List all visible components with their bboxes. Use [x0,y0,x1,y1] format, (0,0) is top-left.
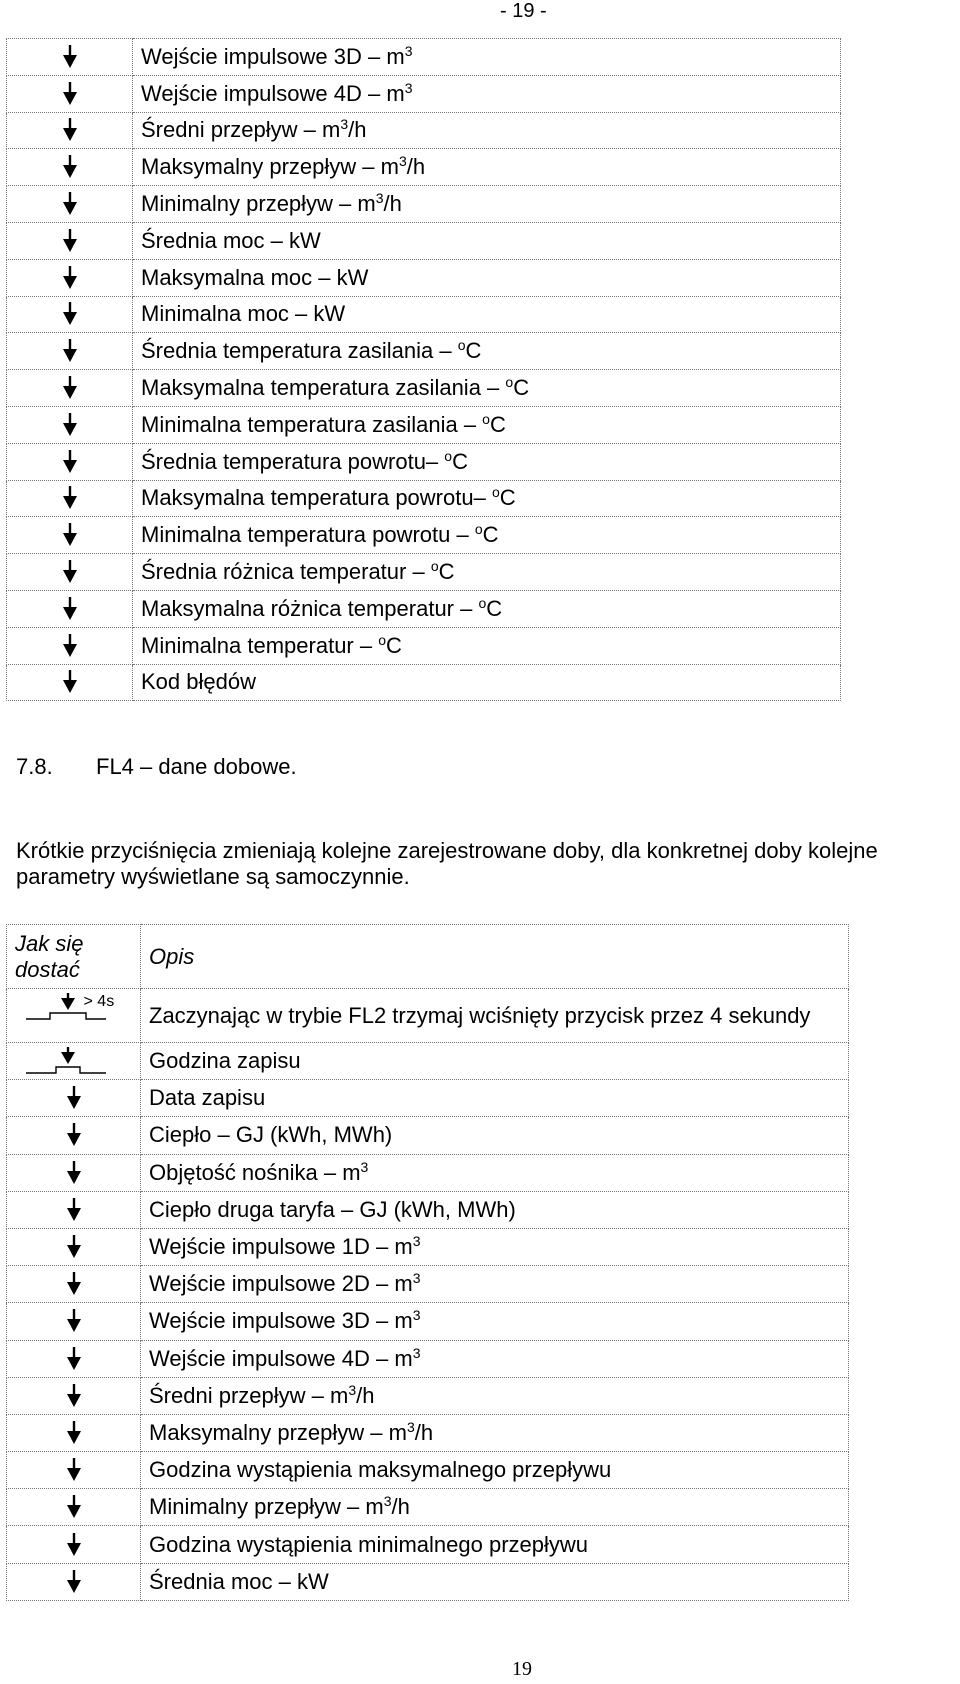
row-superscript: o [444,447,453,464]
row-unit-suffix: C [486,595,503,621]
arrow-down-icon [62,560,78,584]
table-row [7,1452,849,1489]
row-superscript: 3 [383,1493,392,1510]
row-superscript: 3 [340,116,349,133]
table-row [7,1191,849,1228]
row-text: Data zapisu [149,1085,266,1111]
row-icon-cell [7,1452,141,1489]
row-unit-suffix: /h [391,1494,410,1520]
arrow-down-icon [66,1272,82,1296]
row-text: Wejście impulsowe 1D – m [149,1234,413,1260]
row-superscript: 3 [360,1158,369,1175]
row-description-cell [133,627,841,664]
table-row [7,1117,849,1154]
row-icon-cell [7,443,133,480]
row-text: Maksymalna moc – kW [141,264,369,290]
section-paragraph: Krótkie przyciśnięcia zmieniają kolejne zarejestrowane doby, dla konkretnej doby kolejne parametry wyświetlane są samoczynnie. [16,838,878,889]
arrow-down-icon [62,523,78,547]
row-description-cell [133,406,841,443]
table-row [7,370,841,407]
row-icon-cell [7,1563,141,1600]
row-text: Minimalny przepływ – m [141,191,376,217]
row-unit-suffix: /h [356,1382,375,1408]
row-text: Średnia moc – kW [141,227,321,253]
row-description-cell [141,1043,849,1080]
arrow-down-icon [66,1533,82,1557]
row-description-cell [133,443,841,480]
arrow-down-icon [62,450,78,474]
table-row [7,1340,849,1377]
row-icon-cell [7,1303,141,1340]
row-icon-cell [7,1414,141,1451]
row-superscript: 3 [404,79,413,96]
arrow-down-icon [62,597,78,621]
row-text: Ciepło druga taryfa – GJ (kWh, MWh) [149,1196,516,1222]
row-superscript: 3 [406,1418,415,1435]
row-icon-cell [7,664,133,701]
row-description-cell [141,1489,849,1526]
table-row [7,39,841,76]
display-sequence-table-fl3 [6,38,841,701]
arrow-down-icon [62,118,78,142]
table-row [7,406,841,443]
table-row [7,1303,849,1340]
table-row [7,186,841,223]
row-superscript: o [482,410,490,427]
row-description-cell [133,664,841,701]
row-description-cell [133,296,841,333]
row-superscript: o [474,521,483,538]
arrow-down-icon [66,1347,82,1371]
row-icon-cell [7,1526,141,1563]
arrow-down-icon [62,302,78,326]
arrow-down-icon [62,229,78,253]
row-icon-cell [7,480,133,517]
row-superscript: 3 [398,153,407,170]
row-text: Średnia moc – kW [149,1568,329,1594]
arrow-down-icon [62,413,78,437]
row-text: Wejście impulsowe 3D – m [149,1308,413,1334]
long-press-icon [24,993,124,1021]
arrow-down-icon [62,266,78,290]
row-icon-cell [7,39,133,76]
row-text: Średnia temperatura powrotu– [141,448,445,474]
row-description-cell [133,186,841,223]
row-icon-cell [7,1154,141,1191]
section-title: FL4 – dane dobowe. [96,754,297,779]
table-row [7,443,841,480]
page-number-bottom: 19 [512,1658,532,1680]
row-text: Zaczynając w trybie FL2 trzymaj wciśnięty przycisk przez 4 sekundy [149,1002,811,1028]
row-icon-cell [7,554,133,591]
row-icon-cell [7,517,133,554]
table-row [7,1526,849,1563]
row-description-cell [133,480,841,517]
arrow-down-icon [62,82,78,106]
row-superscript: 3 [412,1270,421,1287]
row-icon-cell [7,989,141,1043]
row-description-cell [133,39,841,76]
row-text: Wejście impulsowe 4D – m [141,80,405,106]
row-superscript: 3 [412,1307,421,1324]
short-press-icon [24,1047,124,1075]
table-row [7,112,841,149]
row-icon-cell [7,75,133,112]
row-unit-suffix: C [465,338,482,364]
row-text: Wejście impulsowe 3D – m [141,43,405,69]
arrow-down-icon [62,339,78,363]
row-superscript: o [478,594,487,611]
row-icon-cell [7,222,133,259]
arrow-down-icon [66,1421,82,1445]
row-unit-suffix: /h [414,1419,434,1445]
arrow-down-icon [66,1086,82,1110]
arrow-down-icon [62,670,78,694]
row-text: Objętość nośnika – m [149,1159,361,1185]
table-row [7,517,841,554]
row-text: Wejście impulsowe 2D – m [149,1271,413,1297]
row-text: Godzina wystąpienia minimalnego przepływu [149,1531,589,1557]
row-icon-cell [7,112,133,149]
row-description-cell [133,222,841,259]
arrow-down-icon [62,376,78,400]
row-text: Średnia temperatura zasilania – [141,338,458,364]
row-unit-suffix: C [513,375,530,401]
row-icon-cell [7,1228,141,1265]
row-icon-cell [7,1340,141,1377]
row-description-cell [141,1303,849,1340]
row-description-cell [141,1340,849,1377]
row-unit-suffix: C [452,448,468,474]
row-description-cell [133,517,841,554]
row-description-cell [141,1377,849,1414]
press-duration-label: > 4s [83,993,115,1010]
row-unit-suffix: C [386,632,402,658]
table-row [7,1080,849,1117]
row-unit-suffix: C [482,522,499,548]
row-superscript: 3 [412,1233,421,1250]
row-description-cell [141,1266,849,1303]
row-text: Maksymalny przepływ – m [149,1419,407,1445]
row-text: Maksymalna temperatura powrotu– [141,485,492,511]
arrow-down-icon [66,1235,82,1259]
arrow-down-icon [66,1384,82,1408]
table-row [7,222,841,259]
row-text: Godzina zapisu [149,1048,301,1074]
row-unit-suffix: /h [383,191,402,217]
display-sequence-table-fl4 [6,924,849,1601]
row-icon-cell [7,370,133,407]
arrow-down-icon [66,1458,82,1482]
arrow-down-icon [62,155,78,179]
table-row [7,627,841,664]
row-unit-suffix: /h [406,154,426,180]
row-icon-cell [7,149,133,186]
row-description-cell [141,1526,849,1563]
table-row [7,664,841,701]
row-description-cell [133,75,841,112]
row-description-cell [141,1414,849,1451]
table-row [7,1489,849,1526]
row-superscript: 3 [412,1344,421,1361]
row-text: Minimalna temperatur – [141,632,379,658]
row-unit-suffix: C [489,411,506,437]
table-row [7,296,841,333]
row-icon-cell [7,296,133,333]
arrow-down-icon [66,1161,82,1185]
row-icon-cell [7,1266,141,1303]
row-icon-cell [7,406,133,443]
table-row [7,149,841,186]
row-unit-suffix: /h [348,117,367,143]
row-description-cell [141,1563,849,1600]
row-text: Ciepło – GJ (kWh, MWh) [149,1122,393,1148]
section-number: 7.8. [16,754,53,779]
row-text: Maksymalny przepływ – m [141,154,399,180]
row-text: Minimalna moc – kW [141,301,346,327]
row-icon-cell [7,333,133,370]
arrow-down-icon [62,486,78,510]
table-row [7,259,841,296]
table-row [7,1043,849,1080]
row-description-cell [133,259,841,296]
row-unit-suffix: C [499,485,516,511]
row-superscript: 3 [375,190,384,207]
row-description-cell [133,590,841,627]
row-icon-cell [7,1377,141,1414]
row-text: Minimalna temperatura powrotu – [141,522,475,548]
row-description-cell [141,1117,849,1154]
arrow-down-icon [66,1309,82,1333]
row-text: Maksymalna różnica temperatur – [141,595,479,621]
row-icon-cell [7,1117,141,1154]
row-text: Średni przepływ – m [149,1382,349,1408]
row-icon-cell [7,186,133,223]
arrow-down-icon [62,192,78,216]
row-description-cell [141,1452,849,1489]
table-row [7,590,841,627]
row-description-cell [133,333,841,370]
row-superscript: 3 [404,42,413,59]
row-icon-cell [7,1043,141,1080]
row-text: Wejście impulsowe 4D – m [149,1345,413,1371]
row-description-cell [133,370,841,407]
table-row [7,480,841,517]
arrow-down-icon [62,45,78,69]
row-superscript: o [430,558,439,575]
table-row [7,1228,849,1265]
table-row [7,554,841,591]
row-superscript: o [457,337,466,354]
row-description-cell [141,1228,849,1265]
row-description-cell [133,149,841,186]
row-superscript: o [505,374,514,391]
row-superscript: o [491,484,500,501]
row-description-cell [141,1191,849,1228]
page-number-top: - 19 - [500,0,547,22]
table-row [7,1563,849,1600]
table-row [7,989,849,1043]
arrow-down-icon [62,634,78,658]
row-icon-cell [7,259,133,296]
table-header-row [7,925,849,989]
arrow-down-icon [66,1198,82,1222]
table-row [7,1266,849,1303]
row-text: Kod błędów [141,669,256,695]
row-icon-cell [7,590,133,627]
row-unit-suffix: C [438,559,455,585]
row-icon-cell [7,1489,141,1526]
row-icon-cell [7,1191,141,1228]
row-text: Średni przepływ – m [141,117,341,143]
section-heading [16,754,297,780]
header-description: Opis [141,925,849,989]
row-description-cell [133,112,841,149]
row-text: Średnia różnica temperatur – [141,559,431,585]
table-row [7,333,841,370]
table-row [7,1414,849,1451]
row-text: Godzina wystąpienia maksymalnego przepływu [149,1457,612,1483]
table-row [7,1377,849,1414]
row-superscript: o [378,631,387,648]
row-text: Minimalny przepływ – m [149,1494,384,1520]
arrow-down-icon [66,1570,82,1594]
row-description-cell [141,1080,849,1117]
arrow-down-icon [66,1123,82,1147]
row-icon-cell [7,627,133,664]
header-how-to-get: Jak się dostać [7,925,141,989]
row-text: Maksymalna temperatura zasilania – [141,375,506,401]
row-superscript: 3 [348,1381,357,1398]
row-icon-cell [7,1080,141,1117]
row-description-cell [141,989,849,1043]
arrow-down-icon [66,1495,82,1519]
row-description-cell [141,1154,849,1191]
row-description-cell [133,554,841,591]
row-text: Minimalna temperatura zasilania – [141,411,483,437]
table-row [7,75,841,112]
table-row [7,1154,849,1191]
